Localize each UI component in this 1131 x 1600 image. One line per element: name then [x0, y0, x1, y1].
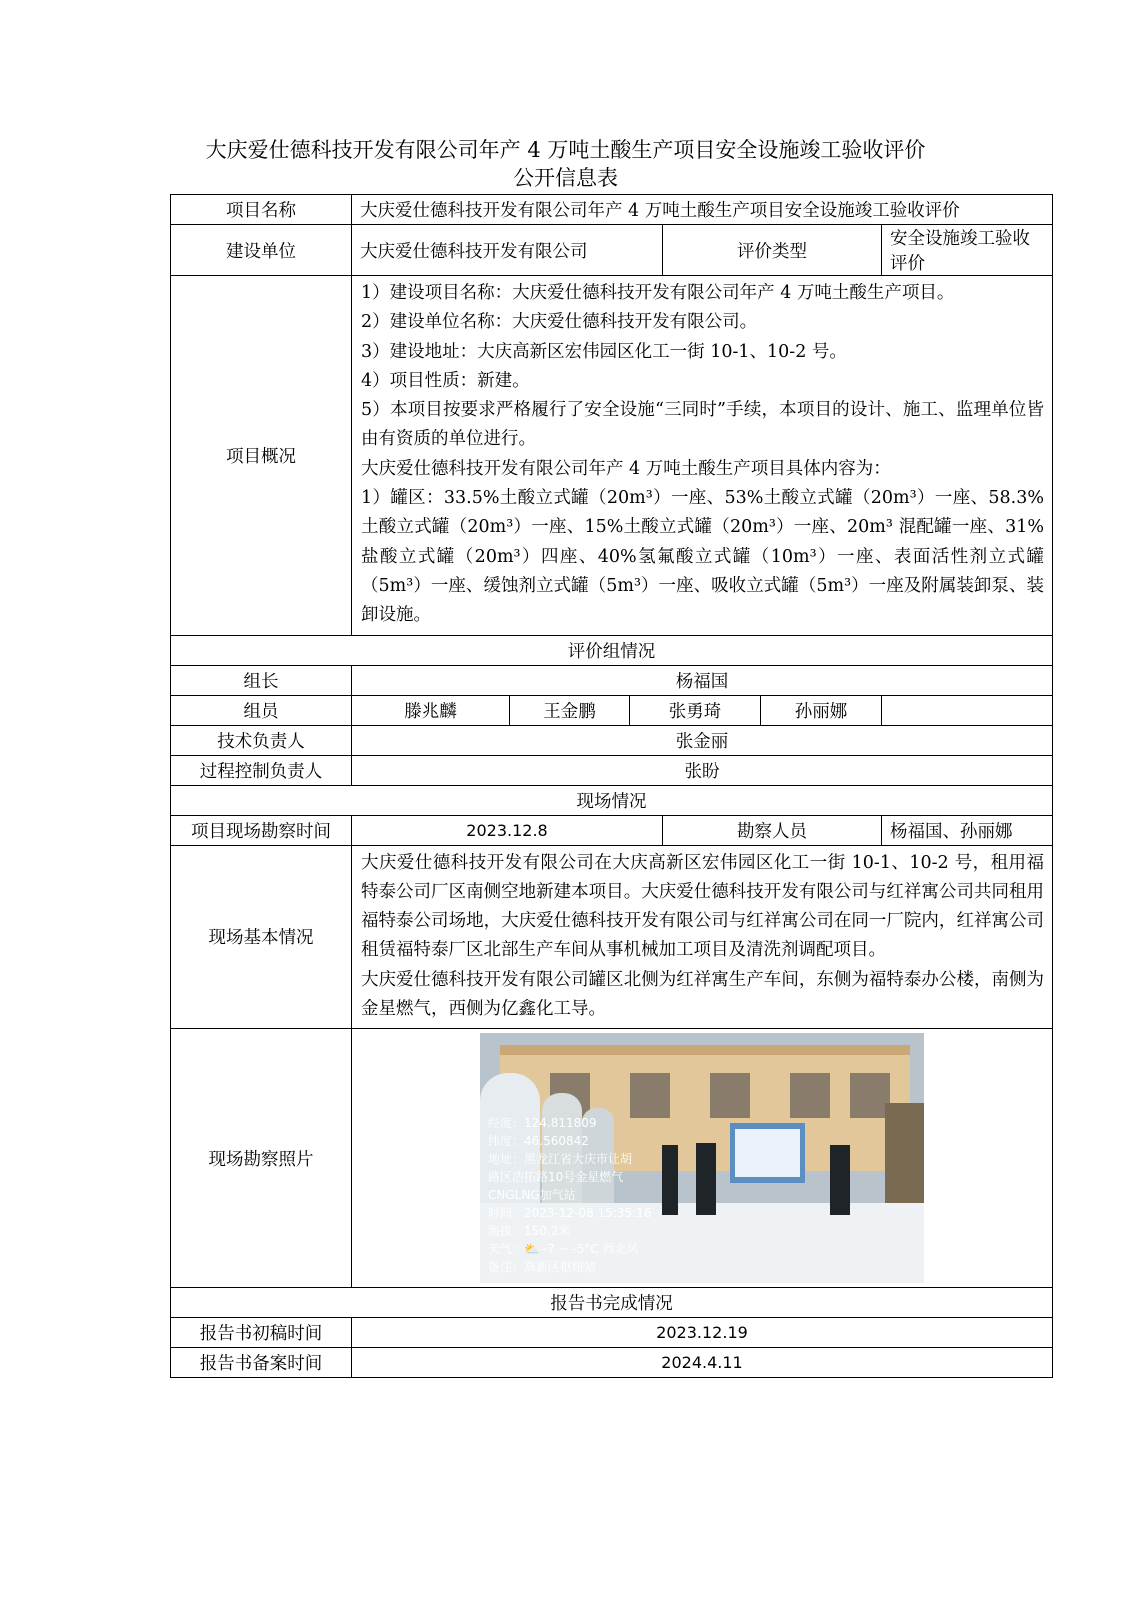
member-cell: 滕兆麟: [352, 695, 510, 725]
member-cell: 孙丽娜: [761, 695, 882, 725]
overview-paragraph: 2）建设单位名称：大庆爱仕德科技开发有限公司。: [361, 312, 758, 333]
site-photo-cell: [352, 1029, 1053, 1288]
photo-window: [630, 1073, 670, 1118]
photo-overlay-line: 备注：高新区枢纽站: [488, 1260, 597, 1275]
overview-paragraph: 3）建设地址：大庆高新区宏伟园区化工一街 10-1、10-2 号。: [361, 341, 847, 362]
draft-time-value: 2023.12.19: [352, 1318, 1053, 1348]
overview-label: 项目概况: [171, 276, 352, 636]
site-photo-row: [171, 1029, 1053, 1288]
document-title-line1: 大庆爱仕德科技开发有限公司年产 4 万吨土酸生产项目安全设施竣工验收评价: [205, 138, 926, 162]
photo-person: [696, 1143, 716, 1215]
site-section-title: 现场情况: [171, 785, 1053, 815]
photo-person: [662, 1145, 678, 1215]
process-lead-row: [171, 755, 1053, 785]
tech-lead-row: [171, 725, 1053, 755]
photo-window: [710, 1073, 750, 1118]
photo-window: [790, 1073, 830, 1118]
photo-overlay-line: 纬度：46.560842: [488, 1134, 589, 1149]
photo-overlay-line: 地址：黑龙江省大庆市让胡: [488, 1152, 633, 1167]
eval-type-label: 评价类型: [663, 225, 882, 276]
report-section-row: [171, 1288, 1053, 1318]
site-basic-paragraph: 大庆爱仕德科技开发有限公司罐区北侧为红祥寓生产车间，东侧为福特泰办公楼，南侧为金星燃气，西侧为亿鑫化工导。: [361, 969, 1044, 1020]
draft-time-label: 报告书初稿时间: [171, 1318, 352, 1348]
surveyor-label: 勘察人员: [663, 815, 882, 845]
survey-time-label: 项目现场勘察时间: [171, 815, 352, 845]
site-section-row: [171, 785, 1053, 815]
site-basic-label: 现场基本情况: [171, 845, 352, 1029]
photo-overlay-line: CNGLNG加气站: [488, 1188, 576, 1203]
process-lead-value: 张盼: [352, 755, 1053, 785]
document-title-line2: 公开信息表: [513, 166, 618, 190]
members-row: [171, 695, 1053, 725]
filing-time-row: [171, 1348, 1053, 1378]
survey-time-value: 2023.12.8: [352, 815, 663, 845]
builder-label: 建设单位: [171, 225, 352, 276]
survey-time-row: [171, 815, 1053, 845]
member-cell: 王金鹏: [510, 695, 630, 725]
overview-paragraph: 1）建设项目名称：大庆爱仕德科技开发有限公司年产 4 万吨土酸生产项目。: [361, 283, 955, 303]
photo-overlay-line: 海拔：150.2米: [488, 1224, 571, 1239]
tech-lead-value: 张金丽: [352, 725, 1053, 755]
photo-roof-edge: [500, 1045, 910, 1055]
site-basic-content: [352, 845, 1053, 1029]
project-name-row: [171, 195, 1053, 225]
filing-time-value: 2024.4.11: [352, 1348, 1053, 1378]
site-basic-paragraph: 大庆爱仕德科技开发有限公司在大庆高新区宏伟园区化工一街 10-1、10-2 号，租用福特泰公司厂区南侧空地新建本项目。大庆爱仕德科技开发有限公司与红祥寓公司共同租用福特泰公司场地，大庆爱仕德科技开发有限公司与红祥寓公司在同一厂院内，红祥寓公司租赁福特泰厂区北部生产车间从事机械加工项目及清洗剂调配项目。: [361, 852, 1044, 961]
overview-paragraph: 1）罐区：33.5%土酸立式罐（20m³）一座、53%土酸立式罐（20m³）一座、58.3%土酸立式罐（20m³）一座、15%土酸立式罐（20m³）一座、20m³ 混配罐一座、31%盐酸立式罐（20m³）四座、40%氢氟酸立式罐（10m³）一座、表面活性剂立式罐（5m³）一座、缓蚀剂立式罐（5m³）一座、吸收立式罐（5m³）一座及附属装卸泵、装卸设施。: [361, 488, 1044, 626]
overview-paragraph: 5）本项目按要求严格履行了安全设施“三同时”手续，本项目的设计、施工、监理单位皆由有资质的单位进行。: [361, 400, 1044, 450]
eval-type-value: 安全设施竣工验收评价: [882, 225, 1053, 276]
photo-overlay-line: 时间：2023-12-08 15:35:16: [488, 1206, 652, 1221]
photo-overlay-line: 经度：124.811809: [488, 1116, 597, 1131]
leader-value: 杨福国: [352, 665, 1053, 695]
tech-lead-label: 技术负责人: [171, 725, 352, 755]
site-photo-label: 现场勘察照片: [171, 1029, 352, 1288]
member-cell: 张勇琦: [630, 695, 761, 725]
site-photo: [480, 1033, 924, 1283]
project-name-value: 大庆爱仕德科技开发有限公司年产 4 万吨土酸生产项目安全设施竣工验收评价: [352, 195, 1053, 225]
member-cell-empty: [882, 695, 1053, 725]
builder-value: 大庆爱仕德科技开发有限公司: [352, 225, 663, 276]
photo-window: [850, 1073, 890, 1118]
info-table: [170, 194, 1053, 1378]
photo-overlay-line: 天气：⛅ -7 ~ -5°C 西北风: [488, 1242, 639, 1257]
site-basic-row: [171, 845, 1053, 1029]
surveyor-value: 杨福国、孙丽娜: [882, 815, 1053, 845]
photo-overlay-line: 路区浩拓路10号金星燃气: [488, 1170, 624, 1185]
leader-row: [171, 665, 1053, 695]
filing-time-label: 报告书备案时间: [171, 1348, 352, 1378]
process-lead-label: 过程控制负责人: [171, 755, 352, 785]
project-name-label: 项目名称: [171, 195, 352, 225]
team-section-title: 评价组情况: [171, 635, 1053, 665]
overview-paragraph: 4）项目性质：新建。: [361, 370, 530, 391]
team-section-row: [171, 635, 1053, 665]
photo-signboard-face: [735, 1129, 800, 1177]
overview-row: [171, 276, 1053, 636]
overview-paragraph: 大庆爱仕德科技开发有限公司年产 4 万吨土酸生产项目具体内容为：: [361, 458, 891, 479]
builder-row: [171, 225, 1053, 276]
draft-time-row: [171, 1318, 1053, 1348]
overview-content: [352, 276, 1053, 636]
members-label: 组员: [171, 695, 352, 725]
photo-person: [830, 1145, 850, 1215]
report-section-title: 报告书完成情况: [171, 1288, 1053, 1318]
photo-equipment: [885, 1103, 924, 1213]
leader-label: 组长: [171, 665, 352, 695]
